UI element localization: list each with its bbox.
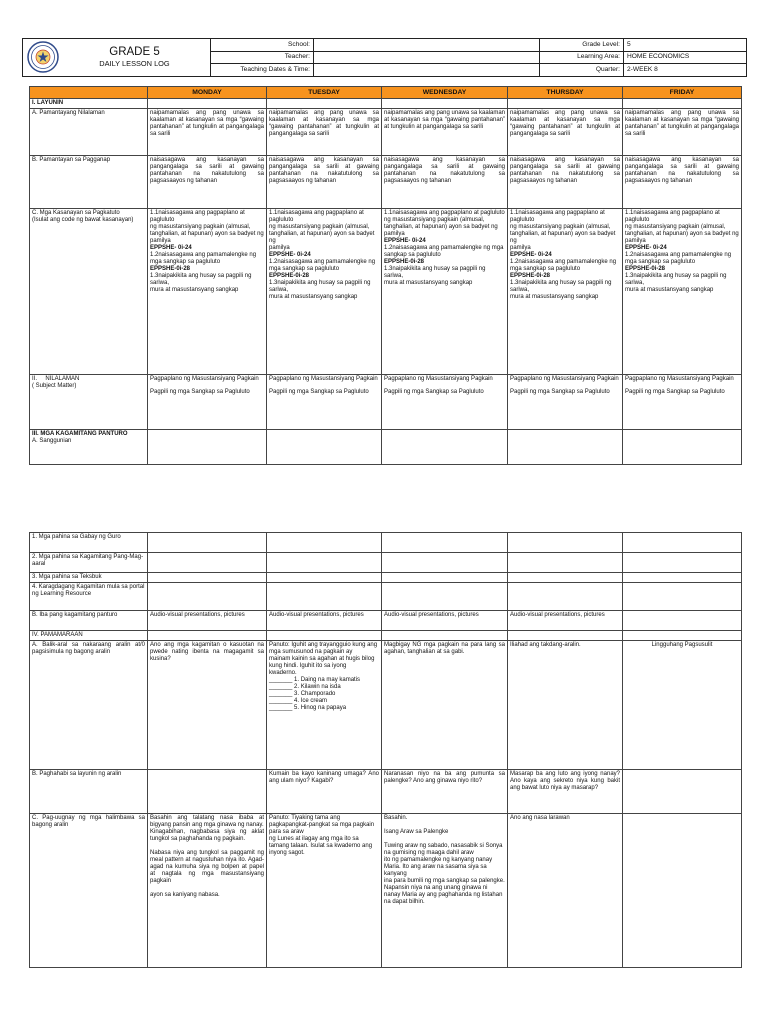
kagamitan-cell — [508, 430, 623, 465]
kasanayan-part3: 1.3naipakikita ang husay sa pagpili ng sariwa, mura at masustansyang sangkap — [269, 280, 371, 300]
pamantayang-nilalaman-friday: naipamamalas ang pang unawa sa kaalaman at kasanayan sa mga “gawaing pantahanan” at tungkulin at pangangalaga sa sarili — [623, 109, 742, 156]
kasanayan-part1: 1.1naisasagawa ang pagpaplano at pagluluto ng masustansiyang pagkain (almusal, tanghalian, at hapunan) ayon sa badyet ng pamilya — [384, 210, 505, 237]
balik-aral-wednesday: Magbigay NG mga pagkain na para lang sa agahan, tanghalian at sa gabi. — [382, 641, 508, 770]
teksbuk-cell — [508, 573, 623, 583]
teksbuk-cell — [148, 573, 267, 583]
kasanayan-code1: EPPSHE- 0i-24 — [384, 238, 426, 244]
pamamaraan-cell — [267, 631, 382, 641]
kasanayan-part2: 1.2naisasagawa ang pamamalengke ng mga sangkap sa pagluluto — [269, 259, 376, 272]
lesson-grid-page2 — [29, 532, 742, 968]
gabay-cell — [508, 533, 623, 553]
day-header-tuesday: TUESDAY — [267, 87, 382, 99]
paghahabi-label: B. Paghahabi sa layunin ng aralin — [30, 770, 148, 814]
teksbuk-label: 3. Mga pahina sa Teksbuk — [30, 573, 148, 583]
nilalaman-thursday — [508, 375, 623, 430]
kasanayan-monday — [148, 209, 267, 375]
pamamaraan-cell — [623, 631, 742, 641]
balik-aral-label: A. Balik-aral sa nakaraang aralin at/0 pagsisimula ng bagong aralin — [30, 641, 148, 770]
gabay-cell — [382, 533, 508, 553]
kasanayan-part2: 1.2naisasagawa ang pamamalengke ng mga sangkap sa pagluluto — [384, 245, 504, 258]
paghahabi-thursday: Masarap ba ang luto ang iyong nanay? Ano kaya ang sekreto niya kung bakit ang bawat luto niya ay masarap? — [508, 770, 623, 814]
day-header-thursday: THURSDAY — [508, 87, 623, 99]
header-table — [22, 38, 747, 77]
teksbuk-cell — [623, 573, 742, 583]
teksbuk-cell — [267, 573, 382, 583]
teacher-field[interactable] — [314, 51, 540, 64]
learning-area-label: Learning Area: — [540, 51, 624, 64]
kagamitang-cell — [508, 553, 623, 573]
kagamitan-cell — [267, 430, 382, 465]
kasanayan-code2: EPPSHE-0i-28 — [269, 273, 310, 279]
kagamitang-cell — [267, 553, 382, 573]
iba-pang-kagamitan-label: B. Iba pang kagamitang panturo — [30, 611, 148, 631]
kasanayan-part1: 1.1naisasagawa ang pagpaplano at pagluluto ng masustansiyang pagkain (almusal, tanghalian, at hapunan) ayon sa badyet ng pamilya — [150, 210, 264, 244]
pamantayang-nilalaman-label: A. Pamantayang Nilalaman — [30, 109, 148, 156]
av-friday — [623, 611, 742, 631]
kasanayan-code1: EPPSHE- 0i-24 — [510, 252, 552, 258]
gabay-cell — [267, 533, 382, 553]
grade-title: GRADE 5 — [109, 46, 160, 59]
kasanayan-part2: 1.2naisasagawa ang pamamalengke ng mga sangkap sa pagluluto — [510, 259, 617, 272]
pag-uugnay-friday — [623, 814, 742, 968]
pamantayang-nilalaman-monday: naipamamalas ang pang unawa sa kaalaman at kasanayan sa mga “gawaing pantahanan” at tungkulin at pangangalaga sa sarili — [148, 109, 267, 156]
kagamitan-cell — [148, 430, 267, 465]
nilalaman-topic1: Pagpaplano ng Masustansiyang Pagkain — [150, 376, 259, 382]
pamamaraan-cell — [508, 631, 623, 641]
lr-cell — [382, 583, 508, 611]
log-title: DAILY LESSON LOG — [99, 59, 170, 69]
lr-cell — [267, 583, 382, 611]
paghahabi-wednesday: Naranasan niyo na ba ang pumunta sa palengke? Ano ang ginawa niyo rito? — [382, 770, 508, 814]
kasanayan-code2: EPPSHE-0i-28 — [510, 273, 551, 279]
layunin-cell — [148, 99, 267, 109]
kasanayan-part1: 1.1naisasagawa ang pagpaplano at pagluluto ng masustansiyang pagkain (almusal, tanghalian, at hapunan) ayon sa badyet ng pamilya — [625, 210, 739, 244]
nilalaman-topic2: Pagpili ng mga Sangkap sa Pagluluto — [269, 389, 369, 395]
kagamitang-cell — [623, 553, 742, 573]
nilalaman-topic2: Pagpili ng mga Sangkap sa Pagluluto — [384, 389, 484, 395]
day-header-wednesday: WEDNESDAY — [382, 87, 508, 99]
quarter-label: Quarter: — [540, 64, 624, 77]
balik-aral-friday: Lingguhang Pagsusulit — [623, 641, 742, 770]
nilalaman-topic1: Pagpaplano ng Masustansiyang Pagkain — [269, 376, 378, 382]
pamantayan-pagganap-label: B. Pamantayan sa Pagganap — [30, 156, 148, 209]
nilalaman-topic1: Pagpaplano ng Masustansiyang Pagkain — [510, 376, 619, 382]
pag-uugnay-monday: Basahin ang talatang nasa ibaba at bigyang pansin ang mga ginawa ng nanay. Kinagabihan, nagbabasa siya ng aklat tungkol sa paghahanda ng pagkain. Nabasa niya ang tungkol sa paggamit ng meal pattern at nagustuhan niya ito. Agad-agad na kumuha siya ng bolpen at papel at nagtala ng mga masustansiyang pagkain ayon sa kaniyang nabasa. — [148, 814, 267, 968]
layunin-cell — [508, 99, 623, 109]
dates-field[interactable] — [314, 64, 540, 77]
pag-uugnay-tuesday: Panuto: Tiyaking tama ang pagkapangkat-pangkat sa mga pagkain para sa araw ng Lunes at ilagay ang mga ito sa tamang talaan. Isulat sa kwaderno ang inyong sagot. — [267, 814, 382, 968]
dates-label: Teaching Dates & Time: — [211, 64, 314, 77]
kasanayan-part3: 1.3naipakikita ang husay sa pagpili ng sariwa, mura at masustansyang sangkap — [510, 280, 612, 300]
pag-uugnay-thursday: Ano ang nasa larawan — [508, 814, 623, 968]
school-label: School: — [211, 39, 314, 52]
layunin-cell — [623, 99, 742, 109]
av-wednesday: Audio-visual presentations, pictures — [382, 611, 508, 631]
pag-uugnay-label: C. Pag-uugnay ng mga halimbawa sa bagong aralin — [30, 814, 148, 968]
kasanayan-part3: 1.3naipakikita ang husay sa pagpili ng sariwa, mura at masustansyang sangkap — [150, 273, 252, 293]
kagamitan-label-cell — [30, 430, 148, 465]
paghahabi-tuesday: Kumain ba kayo kaninang umaga? Ano ang ulam niyo? Kagabi? — [267, 770, 382, 814]
paghahabi-monday — [148, 770, 267, 814]
gabay-cell — [148, 533, 267, 553]
kagamitang-cell — [382, 553, 508, 573]
nilalaman-wednesday — [382, 375, 508, 430]
av-tuesday: Audio-visual presentations, pictures — [267, 611, 382, 631]
pamantayan-pagganap-friday: naisasagawa ang kasanayan sa pangangalaga sa sarili at gawaing pantahanan na nakatutulong sa pagsasaayos ng tahanan — [623, 156, 742, 209]
lr-cell — [508, 583, 623, 611]
av-monday: Audio-visual presentations, pictures — [148, 611, 267, 631]
kagamitan-cell — [623, 430, 742, 465]
pamantayan-pagganap-monday: naisasagawa ang kasanayan sa pangangalaga sa sarili at gawaing pantahanan na nakatutulong sa pagsasaayos ng tahanan — [148, 156, 267, 209]
lr-cell — [148, 583, 267, 611]
gabay-label: 1. Mga pahina sa Gabay ng Guro — [30, 533, 148, 553]
kasanayan-label: C. Mga Kasanayan sa Pagkatuto (Isulat ang code ng bawat kasanayan) — [30, 209, 148, 375]
header-logo-cell — [23, 39, 211, 77]
nilalaman-monday — [148, 375, 267, 430]
learning-area-field[interactable]: HOME ECONOMICS — [624, 51, 747, 64]
kasanayan-thursday — [508, 209, 623, 375]
nilalaman-topic1: Pagpaplano ng Masustansiyang Pagkain — [625, 376, 734, 382]
kasanayan-code1: EPPSHE- 0i-24 — [269, 252, 311, 258]
kasanayan-code1: EPPSHE- 0i-24 — [150, 245, 192, 251]
pamantayan-pagganap-tuesday: naisasagawa ang kasanayan sa pangangalaga sa sarili at gawaing pantahanan na nakatutulong sa pagsasaayos ng tahanan — [267, 156, 382, 209]
pamantayan-pagganap-wednesday: naisasagawa ang kasanayan sa pangangalaga sa sarili at gawaing pantahanan na nakatutulong sa pagsasaayos ng tahanan — [382, 156, 508, 209]
pag-uugnay-wednesday: Basahin. Isang Araw sa Palengke Tuwing araw ng sabado, nasasabik si Sonya na gumising ng maaga dahil araw ito ng pamamalengke ng kanyang nanay Maria. Ito ang araw na sasama siya sa kanyang ina para bumili ng mga sangkap sa palengke. Napansin niya na ang unang ginawa ni nanay Maria ay ang paghahanda ng listahan na dapat bilhin. — [382, 814, 508, 968]
day-header-friday: FRIDAY — [623, 87, 742, 99]
nilalaman-topic2: Pagpili ng mga Sangkap sa Pagluluto — [625, 389, 725, 395]
pamantayan-pagganap-thursday: naisasagawa ang kasanayan sa pangangalaga sa sarili at gawaing pantahanan na nakatutulong sa pagsasaayos ng tahanan — [508, 156, 623, 209]
school-field[interactable] — [314, 39, 540, 52]
gabay-cell — [623, 533, 742, 553]
pamamaraan-cell — [382, 631, 508, 641]
kagamitang-cell — [148, 553, 267, 573]
teacher-label: Teacher: — [211, 51, 314, 64]
pamantayang-nilalaman-tuesday: naipamamalas ang pang unawa sa kaalaman at kasanayan sa mga “gawaing pantahanan” at tungkulin at pangangalaga sa sarili — [267, 109, 382, 156]
quarter-field[interactable]: 2-WEEK 8 — [624, 64, 747, 77]
sanggunian-label: A. Sanggunian — [32, 438, 72, 444]
corner-header-cell — [30, 87, 148, 99]
kasanayan-code2: EPPSHE-0i-28 — [625, 266, 666, 272]
nilalaman-friday — [623, 375, 742, 430]
layunin-cell — [267, 99, 382, 109]
grade-level-label: Grade Level: — [540, 39, 624, 52]
lesson-grid-page1 — [29, 86, 742, 465]
pamantayang-nilalaman-thursday: naipamamalas ang pang unawa sa kaalaman at kasanayan sa mga “gawaing pantahanan” at tungkulin at pangangalaga sa sarili — [508, 109, 623, 156]
pamamaraan-heading: IV. PAMAMARAAN — [30, 631, 148, 641]
kasanayan-part1: 1.1naisasagawa ang pagpaplano at pagluluto ng masustansiyang pagkain (almusal, tanghalian, at hapunan) ayon sa badyet ng pamilya — [510, 210, 616, 251]
av-thursday: Audio-visual presentations, pictures — [508, 611, 623, 631]
learning-resource-label: 4. Karagdagang Kagamitan mula sa portal ng Learning Resource — [30, 583, 148, 611]
paghahabi-friday — [623, 770, 742, 814]
layunin-heading: I. LAYUNIN — [30, 99, 148, 109]
nilalaman-topic1: Pagpaplano ng Masustansiyang Pagkain — [384, 376, 493, 382]
kasanayan-part1: 1.1naisasagawa ang pagpaplano at pagluluto ng masustansiyang pagkain (almusal, tanghalian, at hapunan) ayon sa badyet ng pamilya — [269, 210, 375, 251]
kasanayan-part2: 1.2naisasagawa ang pamamalengke ng mga sangkap sa pagluluto — [625, 252, 732, 265]
kagamitang-label: 2. Mga pahina sa Kagamitang Pang-Mag-aaral — [30, 553, 148, 573]
kagamitan-cell — [382, 430, 508, 465]
kasanayan-part2: 1.2naisasagawa ang pamamalengke ng mga sangkap sa pagluluto — [150, 252, 257, 265]
lr-cell — [623, 583, 742, 611]
pamantayang-nilalaman-wednesday: naipamamalas ang pang unawa sa kaalaman at kasanayan sa mga “gawaing pantahanan” at tungkulin at pangangalaga sa sarili — [382, 109, 508, 156]
kasanayan-tuesday — [267, 209, 382, 375]
nilalaman-tuesday — [267, 375, 382, 430]
kasanayan-part3: 1.3naipakikita ang husay sa pagpili ng sariwa, mura at masustansyang sangkap — [384, 266, 486, 286]
layunin-cell — [382, 99, 508, 109]
deped-seal-icon — [27, 41, 59, 73]
teksbuk-cell — [382, 573, 508, 583]
kasanayan-friday — [623, 209, 742, 375]
grade-level-field[interactable]: 5 — [624, 39, 747, 52]
nilalaman-topic2: Pagpili ng mga Sangkap sa Pagluluto — [510, 389, 610, 395]
day-header-monday: MONDAY — [148, 87, 267, 99]
pamamaraan-cell — [148, 631, 267, 641]
nilalaman-label: II. NILALAMAN ( Subject Matter) — [30, 375, 148, 430]
kasanayan-code1: EPPSHE- 0i-24 — [625, 245, 667, 251]
balik-aral-thursday: Iliahad ang takdang-aralin. — [508, 641, 623, 770]
kagamitan-heading: III. MGA KAGAMITANG PANTURO — [32, 431, 128, 437]
balik-aral-monday: Ano ang mga kagamitan o kasuotan na pwede nating ibenta na magagamit sa kusina? — [148, 641, 267, 770]
nilalaman-topic2: Pagpili ng mga Sangkap sa Pagluluto — [150, 389, 250, 395]
kasanayan-code2: EPPSHE-0i-28 — [384, 259, 425, 265]
kasanayan-code2: EPPSHE-0i-28 — [150, 266, 191, 272]
kasanayan-part3: 1.3naipakikita ang husay sa pagpili ng sariwa, mura at masustansyang sangkap — [625, 273, 727, 293]
balik-aral-tuesday: Panuto: Iguhit ang trayangguio kung ang mga sumusunod na pagkain ay mainam kainin sa agahan at hugis bilog kung hindi. Iguhit ito sa iyong kwaderno. _______ 1. Daing na may kamatis _______ 2. Kilawin na isda _______ 3. Champorado _______ 4. Ice cream _______ 5. Hinog na papaya — [267, 641, 382, 770]
kasanayan-wednesday — [382, 209, 508, 375]
